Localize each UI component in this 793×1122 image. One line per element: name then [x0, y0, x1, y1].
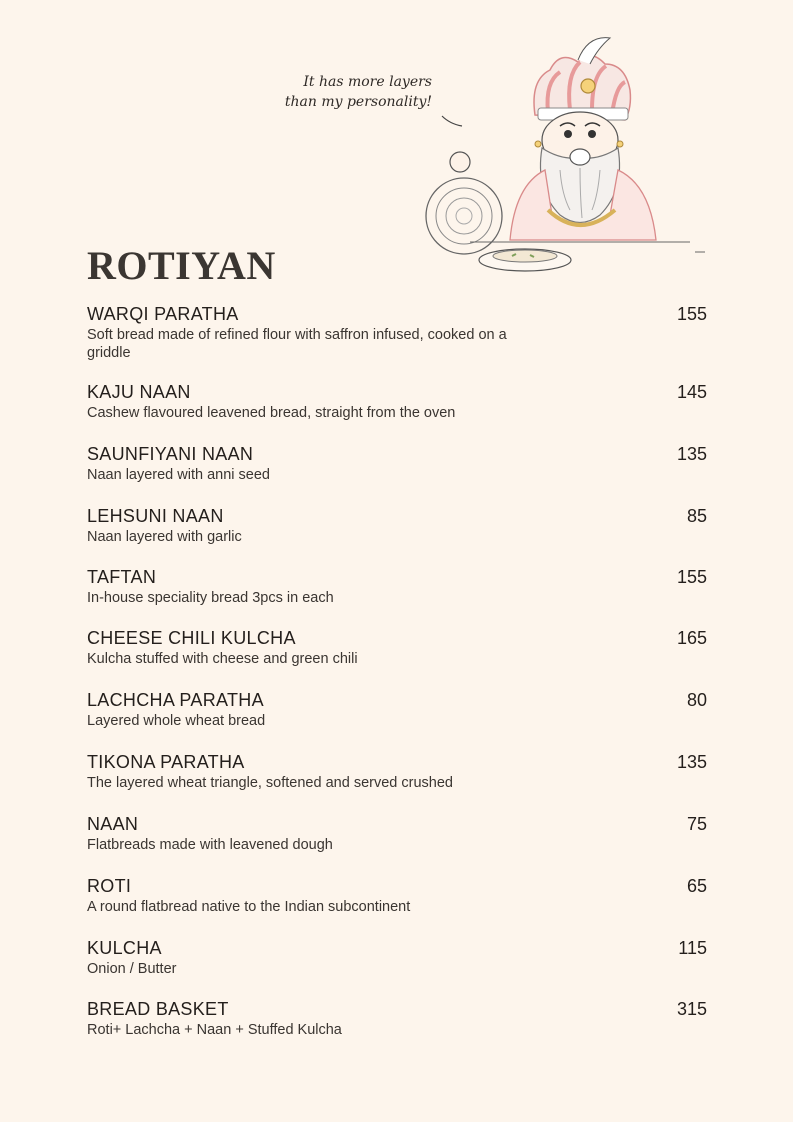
item-name: BREAD BASKET: [87, 999, 229, 1019]
menu-item: [87, 937, 707, 978]
menu-item: [87, 443, 707, 484]
item-description: Flatbreads made with leavened dough: [87, 837, 333, 853]
item-name: TIKONA PARATHA: [87, 752, 245, 772]
menu-item: [87, 505, 707, 546]
menu-item: [87, 381, 707, 422]
item-description: The layered wheat triangle, softened and served crushed: [87, 775, 453, 791]
item-description: Onion / Butter: [87, 961, 177, 977]
item-name: LEHSUNI NAAN: [87, 506, 224, 526]
item-price: 145: [676, 382, 707, 402]
item-price: 80: [686, 690, 707, 710]
item-description: In-house speciality bread 3pcs in each: [87, 590, 334, 606]
item-price: 135: [676, 752, 707, 772]
menu-item: [87, 627, 707, 668]
item-description: Kulcha stuffed with cheese and green chili: [87, 651, 358, 667]
item-description: Cashew flavoured leavened bread, straight from the oven: [87, 405, 456, 421]
king-mascot-illustration: [420, 20, 720, 290]
item-name: TAFTAN: [87, 567, 157, 587]
item-price: 75: [686, 814, 707, 834]
menu-item: [87, 751, 707, 792]
item-name: KULCHA: [87, 938, 162, 958]
item-name: SAUNFIYANI NAAN: [87, 444, 254, 464]
menu-item: [87, 689, 707, 730]
speech-quote: [280, 72, 432, 112]
item-price: 165: [676, 628, 707, 648]
item-name: KAJU NAAN: [87, 382, 191, 402]
item-name: LACHCHA PARATHA: [87, 690, 264, 710]
item-description: Roti+ Lachcha + Naan + Stuffed Kulcha: [87, 1022, 342, 1038]
menu-item: [87, 566, 707, 607]
item-description: Naan layered with anni seed: [87, 467, 270, 483]
menu-item: [87, 875, 707, 916]
quote-line-2: than my personality!: [284, 94, 432, 110]
menu-item: [87, 813, 707, 854]
item-description: A round flatbread native to the Indian subcontinent: [87, 899, 411, 915]
item-price: 65: [686, 876, 707, 896]
item-price: 155: [676, 567, 707, 587]
section-title: ROTIYAN: [87, 243, 276, 288]
item-description: Layered whole wheat bread: [87, 713, 266, 729]
item-name: ROTI: [87, 876, 132, 896]
quote-line-1: It has more layers: [303, 74, 432, 90]
item-description: Soft bread made of refined flour with saffron infused, cooked on a griddle: [87, 327, 507, 361]
item-name: NAAN: [87, 814, 139, 834]
item-price: 85: [686, 506, 707, 526]
item-description: Naan layered with garlic: [87, 529, 242, 545]
item-price: 155: [676, 304, 707, 324]
item-name: CHEESE CHILI KULCHA: [87, 628, 296, 648]
item-price: 135: [676, 444, 707, 464]
menu-item: [87, 998, 707, 1039]
item-price: 115: [678, 938, 707, 958]
item-name: WARQI PARATHA: [87, 304, 239, 324]
menu-item: [87, 303, 707, 362]
item-price: 315: [676, 999, 707, 1019]
